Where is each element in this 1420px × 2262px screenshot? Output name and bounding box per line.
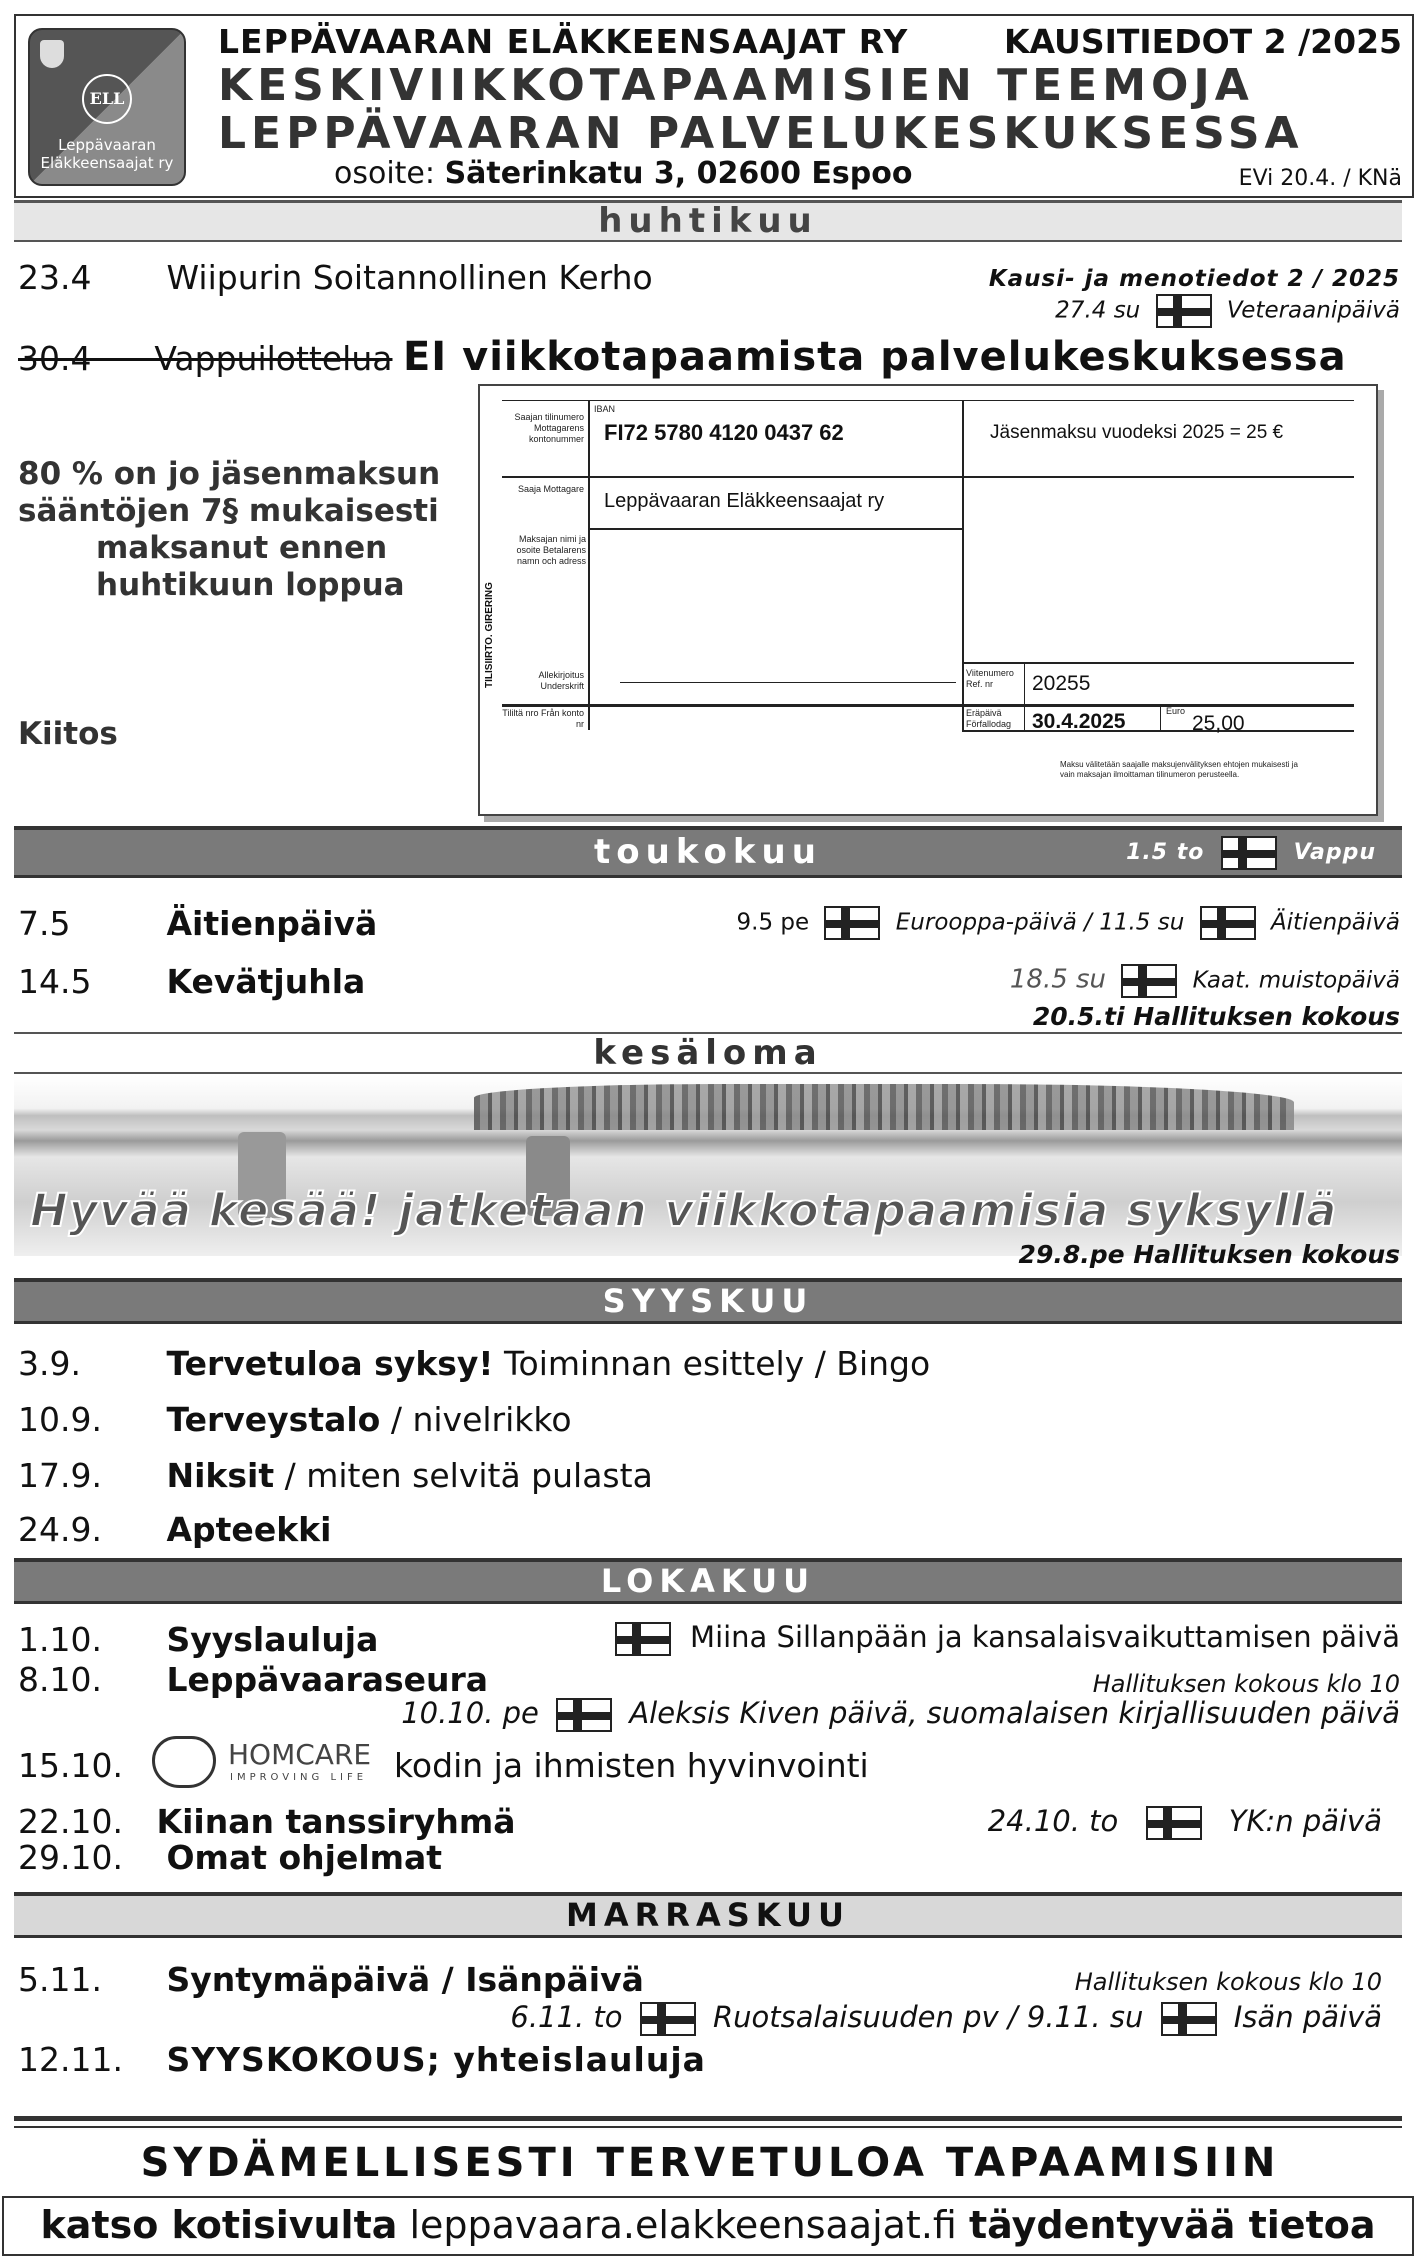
syyskuu-row-3 xyxy=(18,1456,653,1495)
event-title: Äitienpäivä xyxy=(166,904,378,943)
no-meeting-notice: EI viikkotapaamista palvelukeskuksessa xyxy=(402,334,1347,380)
title-line-1: KESKIVIIKKOTAPAAMISIEN TEEMOJA xyxy=(218,60,1254,111)
payment-note-line-3: maksanut ennen xyxy=(96,530,388,566)
flag-date: 24.10. to xyxy=(987,1804,1119,1838)
finnish-flag-icon xyxy=(1156,294,1212,328)
section-heading-kesaloma: kesäloma xyxy=(14,1032,1402,1074)
miina-day-note xyxy=(605,1620,1400,1656)
payment-slip xyxy=(478,384,1378,816)
toukokuu-row-1 xyxy=(18,904,377,943)
payment-note-line-4: huhtikuun loppua xyxy=(96,567,405,603)
section-heading-huhtikuu: huhtikuu xyxy=(14,200,1402,242)
heart-icon xyxy=(152,1736,216,1788)
event-title: Niksit xyxy=(166,1456,275,1495)
un-day-note xyxy=(988,1804,1382,1840)
event-date: 1.10. xyxy=(18,1620,102,1659)
section-heading-syyskuu: SYYSKUU xyxy=(14,1278,1402,1324)
flag-text: Vappu xyxy=(1293,840,1376,865)
flag-date: 6.11. to xyxy=(510,2000,623,2034)
payment-note-line-2: sääntöjen 7§ mukaisesti xyxy=(18,493,439,529)
logo-text-2: Eläkkeensaajat ry xyxy=(40,154,174,172)
marraskuu-row-3 xyxy=(18,2040,706,2079)
board-meeting-may: 20.5.ti Hallituksen kokous xyxy=(1032,1002,1400,1031)
welcome-text: SYDÄMELLISESTI TERVETULOA TAPAAMISIIN xyxy=(140,2140,1280,2186)
marraskuu-row-1 xyxy=(18,1960,644,1999)
lokakuu-row-6 xyxy=(18,1838,442,1877)
recipient-value: Leppävaaran Eläkkeensaajat ry xyxy=(604,490,885,512)
flag-date: 18.5 su xyxy=(1009,964,1107,995)
finnish-flag-icon xyxy=(1200,906,1256,940)
syyskuu-row-1 xyxy=(18,1344,930,1383)
finnish-flag-icon xyxy=(1161,2002,1217,2036)
event-title: Kiinan tanssiryhmä xyxy=(156,1802,516,1841)
title-line-2: LEPPÄVAARAN PALVELUKESKUKSESSA xyxy=(218,108,1304,159)
section-heading-lokakuu: LOKAKUU xyxy=(14,1558,1402,1604)
editor-note: EVi 20.4. / KNä xyxy=(1238,166,1402,191)
logo-text-1: Leppävaaran xyxy=(58,136,156,154)
iban-value: FI72 5780 4120 0437 62 xyxy=(604,420,844,445)
homecare-topic: kodin ja ihmisten hyvinvointi xyxy=(394,1746,869,1785)
season-info-side: Kausi- ja menotiedot 2 / 2025 xyxy=(988,266,1400,292)
flag-text: Veteraanipäivä xyxy=(1226,297,1400,324)
finnish-flag-icon xyxy=(1221,836,1277,870)
board-meeting-october: Hallituksen kokous klo 10 xyxy=(1092,1670,1400,1698)
syyskuu-row-4 xyxy=(18,1510,331,1549)
flag-date: 10.10. pe xyxy=(401,1696,539,1730)
logo xyxy=(28,28,186,186)
finnish-flag-icon xyxy=(1121,964,1177,998)
event-date: 10.9. xyxy=(18,1400,102,1439)
flag-text: YK:n päivä xyxy=(1228,1804,1382,1838)
finnish-flag-icon xyxy=(640,2002,696,2036)
huhtikuu-row-1 xyxy=(18,258,653,297)
finnish-flag-icon xyxy=(824,906,880,940)
toukokuu-row-2 xyxy=(18,962,365,1001)
finnish-flag-icon xyxy=(615,1622,671,1656)
europe-day-note xyxy=(737,906,1401,940)
payer-label: Maksajan nimi ja osoite Betalarens namn och adress xyxy=(516,534,586,566)
event-date: 8.10. xyxy=(18,1660,102,1699)
flag-text-2: Äitienpäivä xyxy=(1270,909,1400,936)
event-date: 22.10. xyxy=(18,1802,123,1841)
event-title: Syntymäpäivä / Isänpäivä xyxy=(166,1960,644,1999)
euro-label: Euro xyxy=(1166,706,1186,716)
footer-divider xyxy=(14,2116,1402,2121)
section-heading-marraskuu: MARRASKUU xyxy=(14,1892,1402,1938)
treeline-graphic xyxy=(474,1084,1294,1130)
memorial-day-note xyxy=(1010,964,1400,998)
address xyxy=(334,156,912,191)
banner-text: Hyvää kesää! jatketaan viikkotapaamisia syksyllä xyxy=(30,1184,1338,1237)
may-day-note xyxy=(1126,836,1376,870)
payment-note xyxy=(18,456,440,604)
fee-text: Jäsenmaksu vuodeksi 2025 = 25 € xyxy=(990,422,1284,443)
homecare-name: HOMCARE xyxy=(228,1738,372,1771)
address-label: osoite: xyxy=(334,156,436,191)
event-date: 14.5 xyxy=(18,962,92,1001)
header xyxy=(14,14,1414,198)
event-date: 24.9. xyxy=(18,1510,102,1549)
swedish-day-note xyxy=(510,2000,1382,2036)
event-title: Wiipurin Soitannollinen Kerho xyxy=(166,258,653,297)
section-title: toukokuu xyxy=(594,832,822,872)
event-date: 15.10. xyxy=(18,1746,123,1785)
amount-value: 25,00 xyxy=(1192,712,1245,735)
board-meeting-november: Hallituksen kokous klo 10 xyxy=(1074,1968,1382,1996)
event-title: Tervetuloa syksy! xyxy=(166,1344,494,1383)
event-date: 3.9. xyxy=(18,1344,81,1383)
event-title: Kevätjuhla xyxy=(166,962,366,1001)
flag-date: 27.4 su xyxy=(1055,297,1141,324)
homepage-prefix: katso kotisivulta xyxy=(40,2203,398,2247)
logo-monogram: ELL xyxy=(82,74,132,124)
event-date: 12.11. xyxy=(18,2040,123,2079)
event-date: 29.10. xyxy=(18,1838,123,1877)
lokakuu-row-2 xyxy=(18,1660,488,1699)
fine-print: Maksu välitetään saajalle maksujenvälityksen ehtojen mukaisesti ja vain maksajan ilmoittaman tilinumeron perusteella. xyxy=(1060,760,1298,779)
flag-text: Aleksis Kiven päivä, suomalaisen kirjallisuuden päivä xyxy=(629,1696,1400,1730)
lokakuu-row-4 xyxy=(18,1746,148,1785)
footer-divider-thin xyxy=(14,2126,1402,2128)
lokakuu-row-5 xyxy=(18,1802,516,1841)
veterans-day-note xyxy=(1055,294,1400,328)
event-title: Syyslauluja xyxy=(166,1620,379,1659)
ref-value: 20255 xyxy=(1032,672,1091,695)
event-detail: / miten selvitä pulasta xyxy=(274,1456,653,1495)
event-detail: Toiminnan esittely / Bingo xyxy=(493,1344,931,1383)
iban-label: IBAN xyxy=(594,404,616,414)
due-value: 30.4.2025 xyxy=(1032,710,1126,733)
cancelled-event: 30.4 Vappuilottelua xyxy=(18,339,393,378)
event-title: Leppävaaraseura xyxy=(166,1660,489,1699)
event-detail: / nivelrikko xyxy=(380,1400,572,1439)
summer-banner xyxy=(14,1076,1402,1256)
flag-text-2: Isän päivä xyxy=(1233,2000,1382,2034)
event-title: Omat ohjelmat xyxy=(166,1838,443,1877)
event-date: 5.11. xyxy=(18,1960,102,1999)
board-meeting-august: 29.8.pe Hallituksen kokous xyxy=(1018,1240,1400,1269)
event-title: SYYSKOKOUS; yhteislauluja xyxy=(166,2040,706,2079)
homecare-logo xyxy=(150,1732,372,1790)
flag-text: Ruotsalaisuuden pv / 9.11. su xyxy=(712,2000,1144,2034)
address-value: Säterinkatu 3, 02600 Espoo xyxy=(444,156,913,191)
event-date: 17.9. xyxy=(18,1456,102,1495)
event-title: Apteekki xyxy=(166,1510,332,1549)
crest-icon xyxy=(40,40,64,68)
signature-label: Allekirjoitus Underskrift xyxy=(538,670,584,691)
account-label: Saajan tilinumero Mottagarens kontonummer xyxy=(514,412,584,444)
homecare-tagline: IMPROVING LIFE xyxy=(230,1772,368,1783)
event-title: Terveystalo xyxy=(166,1400,381,1439)
flag-text: Kaat. muistopäivä xyxy=(1192,967,1400,994)
flag-text: Eurooppa-päivä / 11.5 su xyxy=(895,909,1185,936)
flag-date: 1.5 to xyxy=(1126,840,1205,865)
homepage-link[interactable]: leppavaara.elakkeensaajat.fi xyxy=(409,2203,957,2247)
homepage-box xyxy=(2,2196,1414,2256)
season-info: KAUSITIEDOT 2 /2025 xyxy=(1003,22,1402,61)
payment-note-line-1: 80 % on jo jäsenmaksun xyxy=(18,456,441,492)
org-name: LEPPÄVAARAN ELÄKKEENSAAJAT RY xyxy=(218,22,909,61)
event-date: 7.5 xyxy=(18,904,71,943)
from-account-label: Tililtä nro Från konto nr xyxy=(502,708,584,729)
ref-label: Viitenumero Ref. nr xyxy=(966,668,1014,689)
syyskuu-row-2 xyxy=(18,1400,572,1439)
finnish-flag-icon xyxy=(1146,1806,1202,1840)
homepage-suffix: täydentyvää tietoa xyxy=(968,2203,1376,2247)
huhtikuu-row-2 xyxy=(18,334,1347,380)
lokakuu-row-1 xyxy=(18,1620,378,1659)
kivi-day-note xyxy=(401,1696,1400,1732)
thanks-text: Kiitos xyxy=(18,716,118,752)
finnish-flag-icon xyxy=(556,1698,612,1732)
slip-side-label: TILISIIRTO. GIRERING xyxy=(484,582,495,688)
due-label: Eräpäivä Förfallodag xyxy=(966,708,1012,729)
event-date: 23.4 xyxy=(18,258,92,297)
flag-date: 9.5 pe xyxy=(736,909,810,936)
section-heading-toukokuu xyxy=(14,826,1402,878)
recipient-label: Saaja Mottagare xyxy=(517,484,584,494)
flag-text: Miina Sillanpään ja kansalaisvaikuttamisen päivä xyxy=(690,1620,1400,1654)
